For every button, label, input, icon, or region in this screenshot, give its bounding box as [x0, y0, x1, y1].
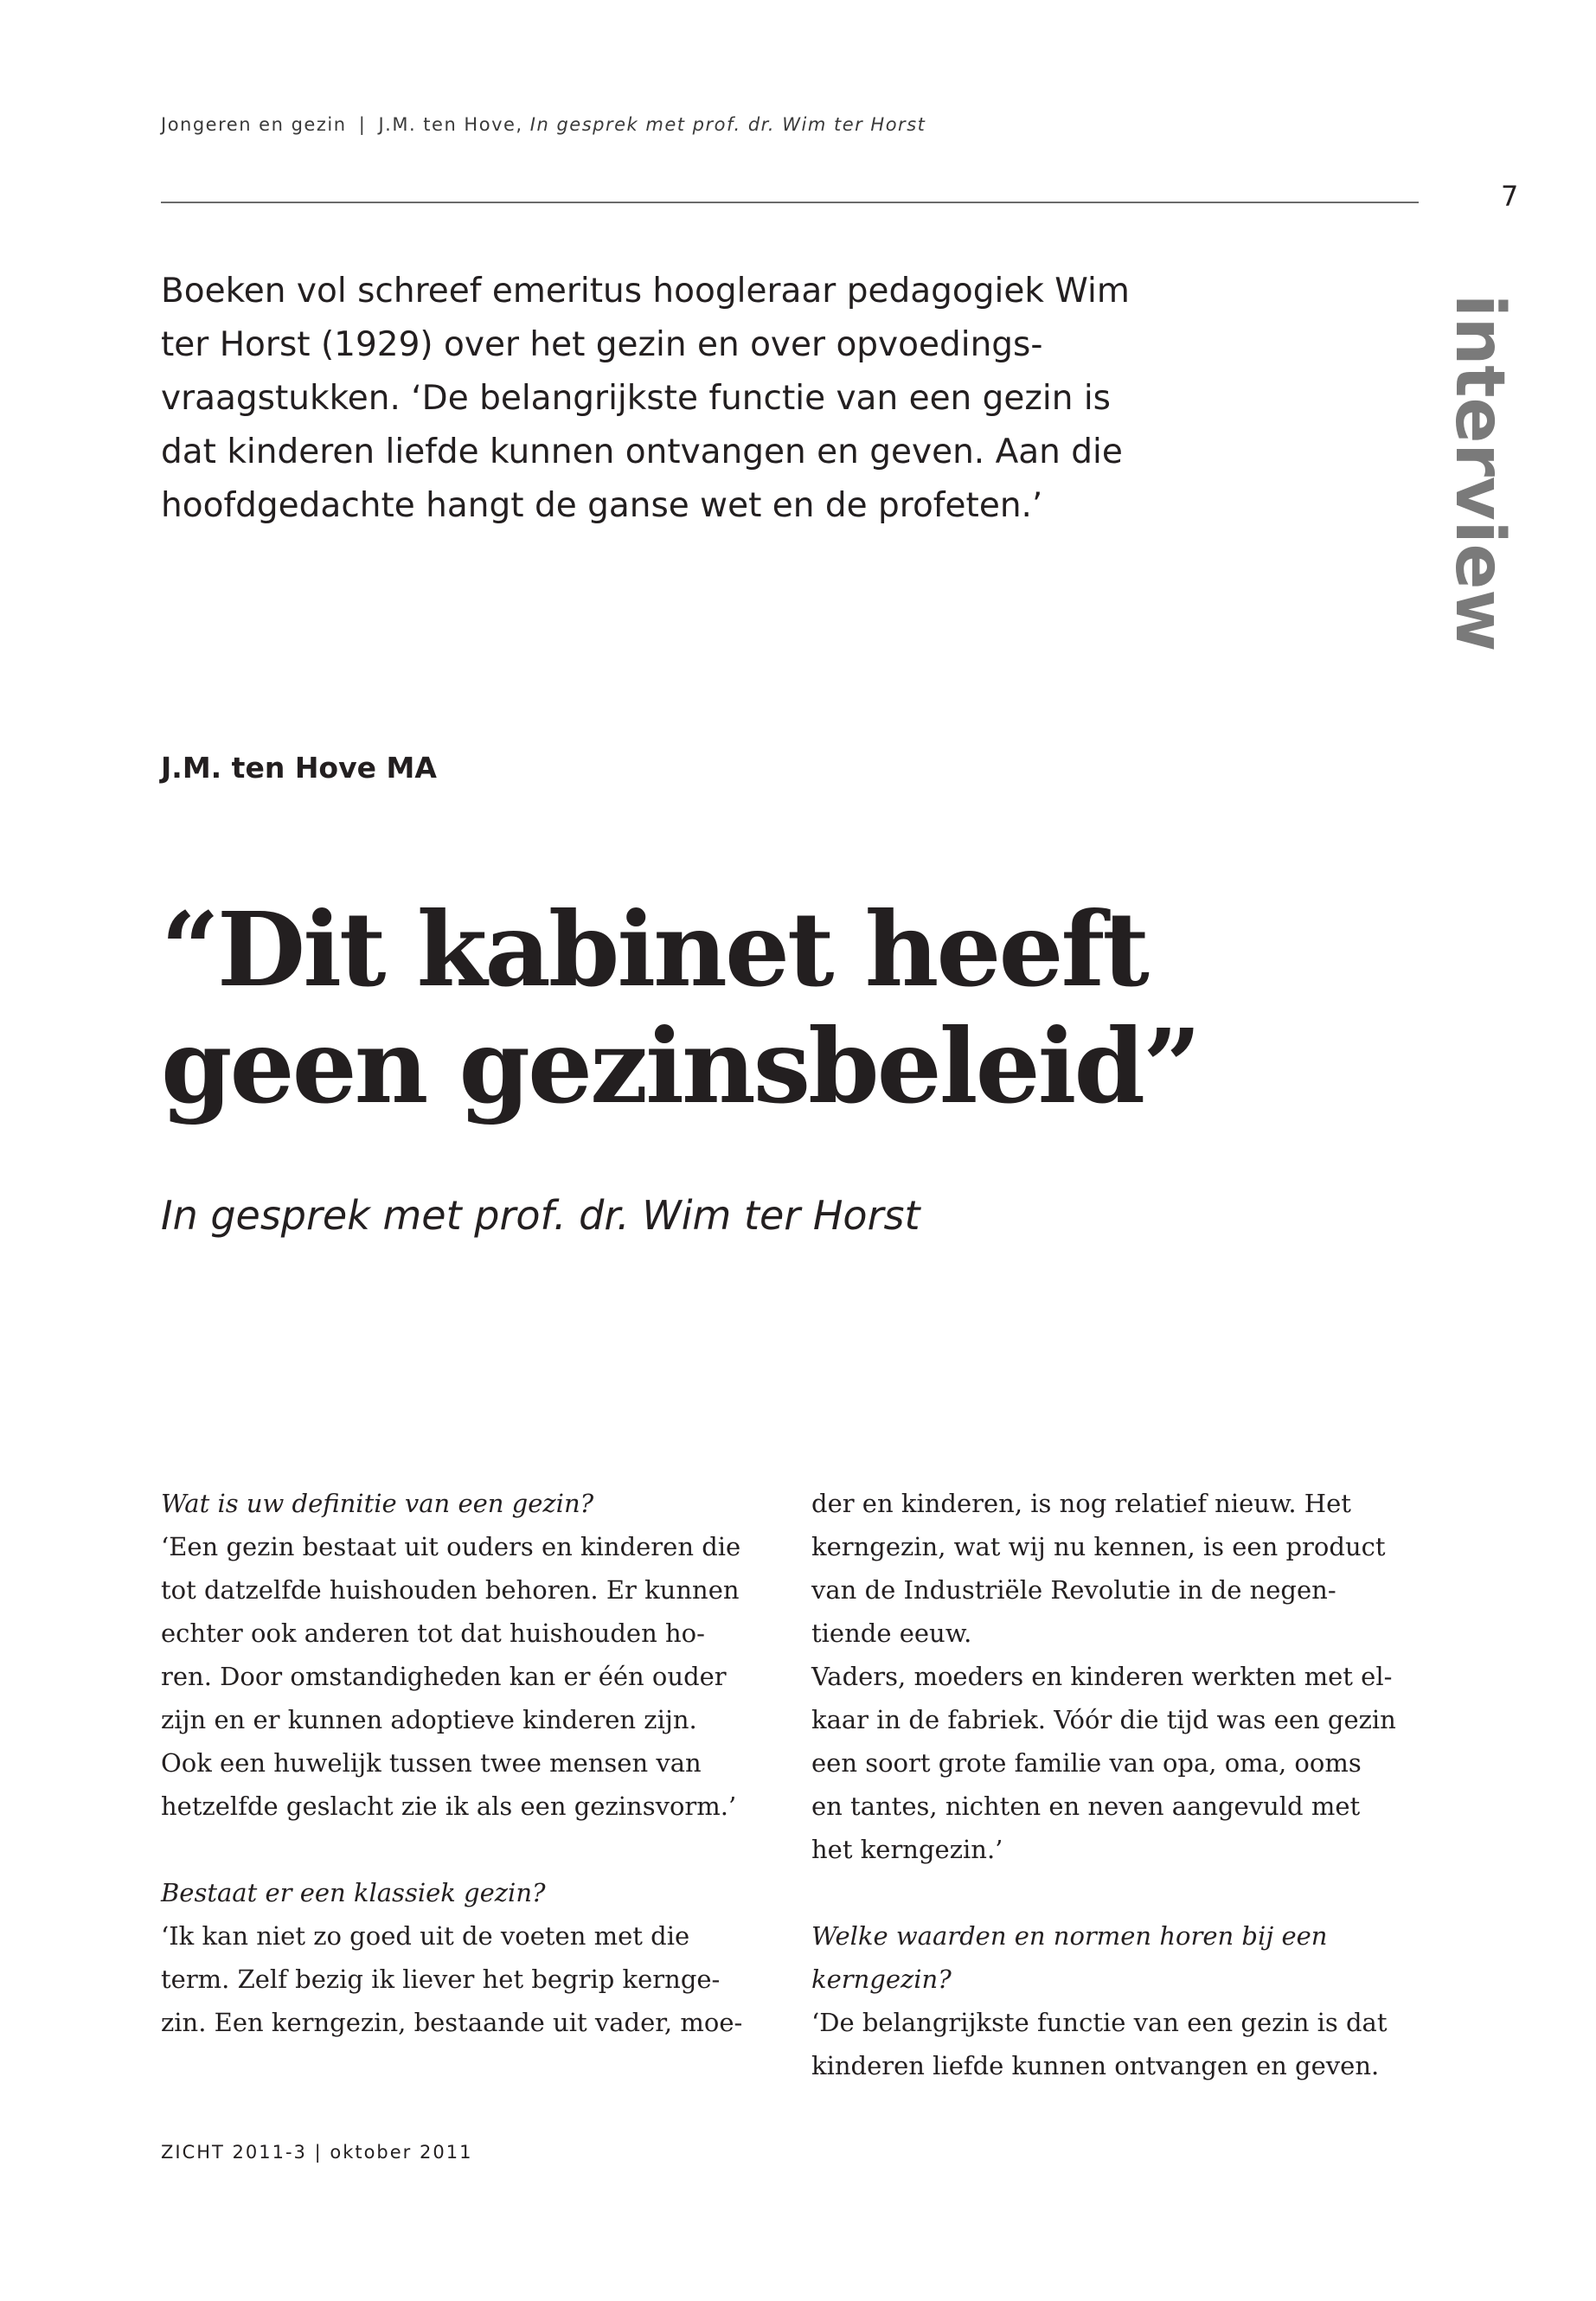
answer-line: Vaders, moeders en kinderen werkten met el- — [811, 1662, 1393, 1691]
interview-question: Welke waarden en normen horen bij een kerngezin? — [811, 1921, 1328, 1994]
answer-line: tot datzelfde huishouden behoren. Er kunnen — [161, 1575, 740, 1605]
answer-line: en tantes, nichten en neven aangevuld met — [811, 1791, 1361, 1821]
paragraph-gap — [811, 1871, 1419, 1914]
header-rule — [161, 202, 1419, 203]
answer-line: hetzelfde geslacht zie ik als een gezinsvorm.’ — [161, 1791, 737, 1821]
answer-line: der en kinderen, is nog relatief nieuw. Het — [811, 1489, 1351, 1518]
page-number: 7 — [1501, 180, 1519, 213]
article-author: J.M. ten Hove MA — [161, 751, 437, 785]
answer-line: van de Industriële Revolutie in de negen- — [811, 1575, 1336, 1605]
answer-line: ren. Door omstandigheden kan er één ouder — [161, 1662, 727, 1691]
intro-line: vraagstukken. ‘De belangrijkste functie van een gezin is — [161, 379, 1111, 418]
answer-line: echter ook anderen tot dat huishouden ho- — [161, 1618, 705, 1648]
intro-line: dat kinderen liefde kunnen ontvangen en geven. Aan die — [161, 433, 1123, 471]
intro-line: hoofdgedachte hangt de ganse wet en de profeten.’ — [161, 486, 1043, 525]
running-head-section: Jongeren en gezin — [161, 114, 347, 135]
title-line: geen gezinsbeleid” — [161, 1006, 1199, 1126]
text-column-right — [811, 1482, 1419, 2087]
running-head-article-title: In gesprek met prof. dr. Wim ter Horst — [529, 114, 926, 135]
answer-line: ‘Ik kan niet zo goed uit de voeten met die — [161, 1921, 690, 1951]
answer-line: tiende eeuw. — [811, 1618, 972, 1648]
answer-line: zin. Een kerngezin, bestaande uit vader, moe- — [161, 2008, 743, 2037]
answer-line: term. Zelf bezig ik liever het begrip kernge- — [161, 1965, 721, 1994]
article-subtitle: In gesprek met prof. dr. Wim ter Horst — [161, 1192, 920, 1239]
answer-line: kerngezin, wat wij nu kennen, is een product — [811, 1532, 1386, 1561]
intro-paragraph — [161, 265, 1147, 533]
answer-line: ‘De belangrijkste functie van een gezin is dat — [811, 2008, 1388, 2037]
interview-question: Wat is uw definitie van een gezin? — [161, 1489, 594, 1518]
page-footer: ZICHT 2011-3 | oktober 2011 — [161, 2142, 473, 2163]
running-head-author: J.M. ten Hove, — [378, 114, 523, 135]
answer-line: ‘Een gezin bestaat uit ouders en kinderen die — [161, 1532, 741, 1561]
answer-line: zijn en er kunnen adoptieve kinderen zijn. — [161, 1705, 697, 1734]
paragraph-gap — [161, 1828, 768, 1871]
text-column-left — [161, 1482, 768, 2044]
intro-line: ter Horst (1929) over het gezin en over opvoedings- — [161, 325, 1043, 364]
running-head-separator: | — [358, 114, 367, 135]
title-line: “Dit kabinet heeft — [161, 889, 1147, 1009]
answer-line: kinderen liefde kunnen ontvangen en geven. — [811, 2051, 1380, 2080]
answer-line: kaar in de fabriek. Vóór die tijd was een gezin — [811, 1705, 1396, 1734]
running-head — [161, 114, 926, 135]
interview-question: Bestaat er een klassiek gezin? — [161, 1878, 546, 1907]
answer-line: een soort grote familie van opa, oma, ooms — [811, 1748, 1362, 1778]
article-title — [161, 891, 1458, 1125]
intro-line: Boeken vol schreef emeritus hoogleraar pedagogiek Wim — [161, 272, 1130, 311]
answer-line: het kerngezin.’ — [811, 1835, 1003, 1864]
section-label-interview: interview — [1440, 294, 1518, 652]
answer-line: Ook een huwelijk tussen twee mensen van — [161, 1748, 702, 1778]
